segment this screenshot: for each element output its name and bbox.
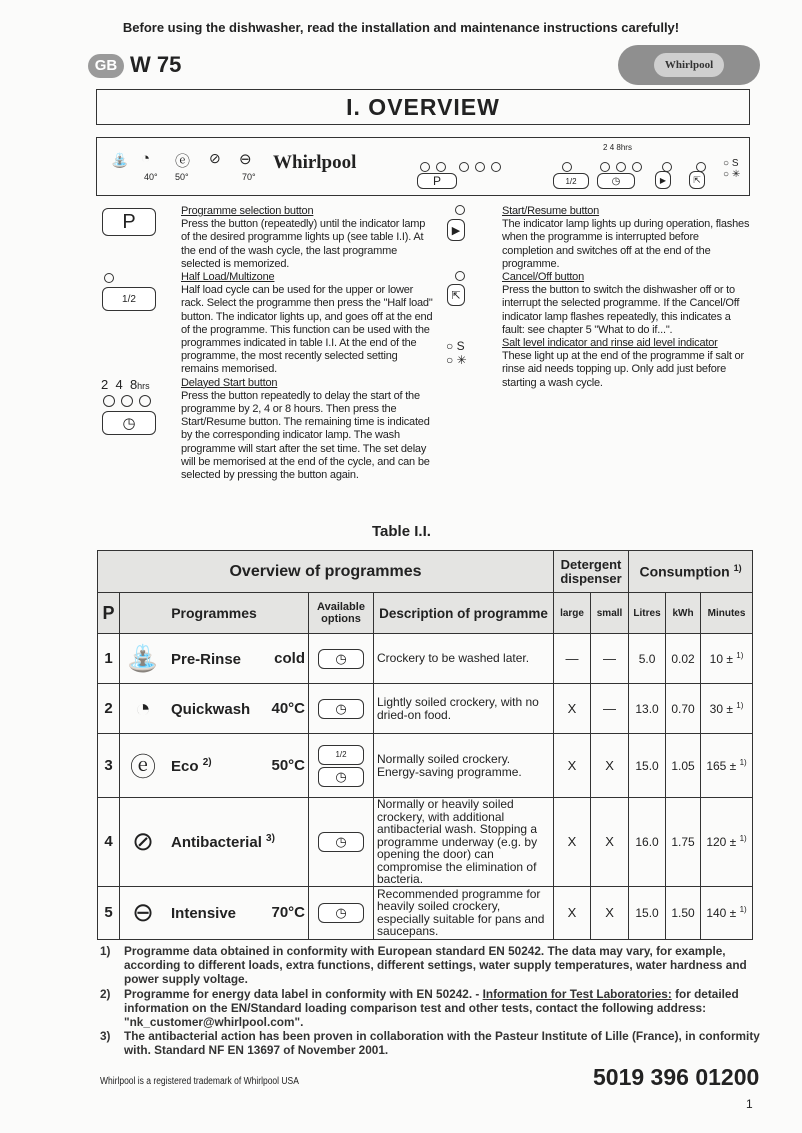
whirlpool-logo: Whirlpool bbox=[618, 45, 760, 85]
programme-name: Pre-Rinse bbox=[171, 650, 242, 668]
panel-delay-button: ◷ bbox=[597, 173, 635, 189]
small-cell: — bbox=[591, 684, 629, 734]
kwh-cell: 0.02 bbox=[666, 634, 701, 684]
start-lamp-icon bbox=[455, 205, 465, 215]
panel-start-button: ▶ bbox=[655, 171, 671, 189]
programme-name: Eco $^{2)}$ bbox=[171, 756, 212, 775]
minutes-cell: 10 ± $^{1)}$ bbox=[701, 634, 753, 684]
safety-notice: Before using the dishwasher, read the installation and maintenance instructions carefully! bbox=[122, 20, 680, 35]
programme-icon: ◔ bbox=[135, 693, 151, 723]
delay-option-icon: ◷ bbox=[318, 649, 364, 669]
programme-icon: ⓔ bbox=[129, 752, 156, 782]
panel-p-button: P bbox=[417, 173, 457, 189]
options-cell bbox=[309, 684, 374, 734]
minutes-cell: 30 ± $^{1)}$ bbox=[701, 684, 753, 734]
half-load-section: Half Load/Multizone Half load cycle can be used for the upper or lower rack. Select the programme then press the "Half load" button. The indicator lights up, and goes off at the end of the programme. This function can be used with the programmes indicated in table I.I. At the end of the programme, the most recently selected setting remains memorised. bbox=[181, 271, 433, 376]
control-panel-diagram bbox=[96, 137, 750, 196]
large-cell: X bbox=[554, 798, 591, 887]
large-cell: X bbox=[554, 684, 591, 734]
small-cell: X bbox=[591, 734, 629, 798]
programme-number: 4 bbox=[98, 798, 120, 887]
options-cell bbox=[309, 886, 374, 939]
footnote-2: 2) Programme for energy data label in conformity with EN 50242. - Information for Test Laboratories: for detailed information on the EN/Standard loading comparison test and other tests, contact the following address: "nk_customer@whirlpool.com". bbox=[100, 986, 739, 1030]
programme-selection-section: Programme selection button Press the button (repeatedly) until the indicator lamp of the desired programme lights up (see table I.I). At the end of the wash cycle, the last programme selected is memorized. bbox=[181, 205, 426, 270]
programme-temp: cold bbox=[274, 650, 305, 667]
large-cell: X bbox=[554, 734, 591, 798]
table-caption: Table I.I. bbox=[372, 523, 431, 540]
programme-name: Quickwash bbox=[171, 700, 251, 718]
cancel-lamp-icon bbox=[455, 271, 465, 281]
programme-cell bbox=[120, 734, 309, 798]
programme-number: 1 bbox=[98, 634, 120, 684]
panel-cancel-button: ⇱ bbox=[689, 171, 705, 189]
antibacterial-icon: ⊘ bbox=[209, 150, 221, 166]
delay-option-icon: ◷ bbox=[318, 832, 364, 852]
small-cell: X bbox=[591, 886, 629, 939]
cancel-off-section: Cancel/Off button Press the button to switch the dishwasher off or to interrupt the selected programme. If the Cancel/Off indicator lamp flashes repeatedly, this indicates a fault: see chapter 5 "What to do if...". bbox=[502, 271, 740, 336]
delay-option-icon: ◷ bbox=[318, 903, 364, 923]
cancel-button-icon: ⇱ bbox=[447, 284, 465, 306]
half-load-lamp-icon bbox=[104, 273, 114, 283]
programme-description: Lightly soiled crockery, with no dried-on food. bbox=[374, 684, 554, 734]
col-p: P bbox=[98, 593, 120, 634]
litres-cell: 15.0 bbox=[629, 734, 666, 798]
small-cell: X bbox=[591, 798, 629, 887]
programme-number: 3 bbox=[98, 734, 120, 798]
panel-half-load-button: 1/2 bbox=[553, 173, 589, 189]
programme-number: 2 bbox=[98, 684, 120, 734]
temp-70: 70° bbox=[242, 172, 256, 182]
test-lab-link: Information for Test Laboratories: bbox=[482, 986, 672, 1001]
half-load-option-icon: 1/2 bbox=[318, 745, 364, 765]
programme-description: Normally soiled crockery. Energy-saving programme. bbox=[374, 734, 554, 798]
model-name: W 75 bbox=[130, 52, 182, 77]
minutes-cell: 140 ± $^{1)}$ bbox=[701, 886, 753, 939]
trademark-note: Whirlpool is a registered trademark of Whirlpool USA bbox=[100, 1076, 299, 1087]
col-kwh: kWh bbox=[666, 593, 701, 634]
small-cell: — bbox=[591, 634, 629, 684]
minutes-cell: 120 ± $^{1)}$ bbox=[701, 798, 753, 887]
kwh-cell: 0.70 bbox=[666, 684, 701, 734]
intensive-icon: ⊖ bbox=[239, 151, 252, 168]
half-load-lamp bbox=[562, 162, 572, 172]
delay-lamps-legend bbox=[100, 394, 154, 412]
table-row bbox=[98, 798, 753, 887]
delay-hours-label: 2 4 8hrs bbox=[603, 143, 632, 152]
eco-icon: ⓔ bbox=[175, 153, 191, 170]
column-header-row bbox=[98, 593, 753, 634]
pre-rinse-icon: ⛲ bbox=[111, 152, 129, 168]
footnotes bbox=[100, 944, 760, 1058]
programme-cell bbox=[120, 684, 309, 734]
table-row bbox=[98, 634, 753, 684]
programme-temp: 70°C bbox=[271, 904, 305, 921]
detergent-header: Detergent dispenser bbox=[554, 551, 629, 593]
start-button-icon: ▶ bbox=[447, 219, 465, 241]
programme-description: Recommended programme for heavily soiled crockery, especially suitable for pans and saucepans. bbox=[374, 886, 554, 939]
page-number: 1 bbox=[746, 1097, 753, 1111]
col-small: small bbox=[591, 593, 629, 634]
delay-button-icon: ◷ bbox=[102, 411, 156, 435]
kwh-cell: 1.75 bbox=[666, 798, 701, 887]
options-cell bbox=[309, 734, 374, 798]
quickwash-icon: ◔ bbox=[141, 150, 151, 167]
options-cell bbox=[309, 798, 374, 887]
litres-cell: 15.0 bbox=[629, 886, 666, 939]
footnote-1: 1) Programme data obtained in conformity with European standard EN 50242. The data may vary, for example, according to different loads, extra functions, different settings, water supply temperatures, water hardness and power supply voltage. bbox=[100, 944, 747, 987]
panel-brand-logo: Whirlpool bbox=[273, 152, 357, 173]
table-row bbox=[98, 684, 753, 734]
delay-option-icon: ◷ bbox=[318, 699, 364, 719]
consumption-header: Consumption $^{1)}$ bbox=[629, 551, 753, 593]
options-cell bbox=[309, 634, 374, 684]
programme-temp: 50°C bbox=[271, 757, 305, 774]
programme-description: Crockery to be washed later. bbox=[374, 634, 554, 684]
litres-cell: 13.0 bbox=[629, 684, 666, 734]
programme-number: 5 bbox=[98, 886, 120, 939]
temp-40: 40° bbox=[144, 172, 158, 182]
document-code: 5019 396 01200 bbox=[593, 1064, 760, 1090]
delay-option-icon: ◷ bbox=[318, 767, 364, 787]
table-row bbox=[98, 886, 753, 939]
programme-temp: 40°C bbox=[271, 700, 305, 717]
programme-cell bbox=[120, 886, 309, 939]
section-title-box bbox=[96, 89, 750, 125]
col-large: large bbox=[554, 593, 591, 634]
start-resume-section: Start/Resume button The indicator lamp lights up during operation, flashes when the programme is interrupted before completion and switches off at the end of the programme. bbox=[502, 205, 750, 270]
col-options: Available options bbox=[309, 593, 374, 634]
col-programmes: Programmes bbox=[120, 593, 309, 634]
left-descriptions bbox=[181, 205, 436, 482]
footnote-3: 3) The antibacterial action has been proven in collaboration with the Pasteur Institute of Lille (France), in conformity with. Standard NF EN 13697 of November 2001. bbox=[100, 1029, 760, 1058]
col-litres: Litres bbox=[629, 593, 666, 634]
programme-icon: ⛲ bbox=[126, 643, 160, 673]
minutes-cell: 165 ± $^{1)}$ bbox=[701, 734, 753, 798]
half-load-button-icon: 1/2 bbox=[102, 287, 156, 311]
programme-description: Normally or heavily soiled crockery, with additional antibacterial wash. Stopping a programme underway (e.g. by opening the door) can compromise the elimination of bacteria. bbox=[374, 798, 554, 887]
programme-icon: ⊘ bbox=[132, 826, 154, 857]
programmes-table bbox=[97, 550, 753, 940]
temp-50: 50° bbox=[175, 172, 189, 182]
col-description: Description of programme bbox=[374, 593, 554, 634]
large-cell: — bbox=[554, 634, 591, 684]
programme-cell bbox=[120, 798, 309, 887]
col-minutes: Minutes bbox=[701, 593, 753, 634]
litres-cell: 5.0 bbox=[629, 634, 666, 684]
programme-name: Intensive bbox=[171, 904, 237, 922]
salt-rinse-indicators: ○ S ○ ✳ bbox=[723, 158, 741, 180]
litres-cell: 16.0 bbox=[629, 798, 666, 887]
section-title: I. OVERVIEW bbox=[346, 94, 500, 120]
salt-rinse-section: Salt level indicator and rinse aid level indicator These light up at the end of the programme if salt or rinse aid needs topping up. Only add just before starting a wash cycle. bbox=[502, 337, 744, 389]
kwh-cell: 1.50 bbox=[666, 886, 701, 939]
programme-cell bbox=[120, 634, 309, 684]
table-row bbox=[98, 734, 753, 798]
kwh-cell: 1.05 bbox=[666, 734, 701, 798]
programme-name: Antibacterial $^{3)}$ bbox=[171, 832, 275, 851]
large-cell: X bbox=[554, 886, 591, 939]
country-badge: GB bbox=[88, 54, 124, 78]
delayed-start-section: Delayed Start button Press the button repeatedly to delay the start of the programme by 2, 4 or 8 hours. Then press the Start/Resume button. The remaining time is indicated by the corresponding indicator lamp. The wash programme will start after the set time. The set delay will be memorised at the end of the cycle, and can be selected by pressing the button again. bbox=[181, 376, 430, 482]
programme-button-icon: P bbox=[102, 208, 156, 236]
programme-icon: ⊖ bbox=[132, 897, 154, 927]
right-descriptions bbox=[502, 205, 752, 390]
delay-hours-legend: 2 4 8hrs bbox=[101, 377, 150, 392]
overview-header: Overview of programmes bbox=[98, 551, 554, 593]
salt-rinse-icons: ○ S ○ ✳ bbox=[446, 339, 467, 367]
